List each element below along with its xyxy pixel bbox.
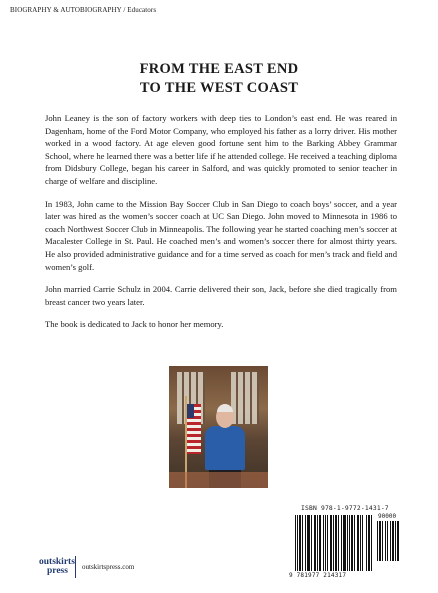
barcode-bar (351, 515, 353, 571)
barcode-bar (319, 515, 321, 571)
barcode-bar (357, 515, 359, 571)
barcode-bar (295, 515, 296, 571)
supplement-bars (377, 521, 403, 561)
barcode-bar (354, 515, 355, 571)
barcode-bar (366, 515, 367, 571)
barcode-bar (305, 515, 306, 571)
barcode-bar (377, 521, 378, 561)
book-title (0, 60, 438, 98)
barcode-bar (297, 515, 298, 571)
title-line-1: FROM THE EAST END (139, 61, 299, 77)
barcode-bar (387, 521, 388, 561)
barcode-bar (392, 521, 394, 561)
barcode-bar (338, 515, 339, 571)
author-photo (169, 366, 268, 488)
barcode-bar (368, 515, 370, 571)
ean-digits: 9 781977 214317 (289, 572, 347, 579)
isbn-barcode (281, 505, 405, 583)
photo-floor (169, 472, 268, 488)
paragraph-1: John Leaney is the son of factory workers with deep ties to London’s east end. He was reared in Dagenham, home of the Ford Motor Company, who employed his father as a lorry driver. His mother worked in a wood factory. At age eleven good fortune sent him to the Barking Abbey Grammar School, where he learned there was a better life if he attended college. He received a teaching diploma from Didsbury College, began his career in Salford, and was quickly promoted to senior teacher in charge of welfare and discipline. (45, 113, 397, 186)
barcode-bar (299, 515, 301, 571)
barcode-bar (323, 515, 324, 571)
barcode-bar (343, 515, 346, 571)
barcode-bar (385, 521, 386, 561)
barcode-bar (379, 521, 381, 561)
barcode-bar (327, 515, 328, 571)
title-line-2: TO THE WEST COAST (139, 80, 299, 96)
barcode-bar (395, 521, 396, 561)
barcode-bar (362, 515, 363, 571)
barcode-bar (317, 515, 318, 571)
publisher-website: outskirtspress.com (82, 563, 135, 571)
barcode-bar (347, 515, 348, 571)
barcode-bar (307, 515, 310, 571)
barcode-bar (341, 515, 342, 571)
barcode-bar (349, 515, 350, 571)
barcode-bar (302, 515, 303, 571)
barcode-bar (360, 515, 361, 571)
publisher-logo (39, 558, 73, 576)
photo-window-right (231, 372, 259, 424)
barcode-bars (295, 515, 373, 571)
paragraph-3: John married Carrie Schulz in 2004. Carrie delivered their son, Jack, before she died tragically from breast cancer two years later. (45, 284, 397, 307)
barcode-bar (325, 515, 326, 571)
barcode-bar (397, 521, 399, 561)
barcode-bar (333, 515, 334, 571)
barcode-bar (330, 515, 332, 571)
barcode-bar (314, 515, 316, 571)
category-label: BIOGRAPHY & AUTOBIOGRAPHY / Educators (10, 6, 157, 14)
flag-canton (187, 404, 194, 418)
logo-line-1: outskirts (39, 557, 75, 567)
barcode-bar (390, 521, 391, 561)
barcode-bar (335, 515, 337, 571)
barcode-bar (371, 515, 372, 571)
isbn-text: ISBN 978-1-9772-1431-7 (301, 505, 389, 512)
barcode-bar (311, 515, 312, 571)
paragraph-2: In 1983, John came to the Mission Bay Soccer Club in San Diego to coach boys’ soccer, and a year later was hired as the women’s soccer coach at UC San Diego. John moved to Minnesota in 1986 to coach Northwest Soccer Club in Minneapolis. The following year he started coaching men’s soccer at Macalester College in St. Paul. He coached men’s and women’s soccer there for almost thirty years. He also provided administrative guidance and for a time served as coach for men’s track and field and women’s golf. (45, 198, 397, 272)
logo-divider (75, 556, 76, 578)
supplement-digits: 90000 (378, 513, 397, 520)
author-shirt (205, 426, 245, 470)
logo-line-2: press (47, 566, 68, 576)
paragraph-4: The book is dedicated to Jack to honor her memory. (45, 319, 224, 330)
barcode-bar (382, 521, 383, 561)
synopsis (45, 112, 397, 341)
